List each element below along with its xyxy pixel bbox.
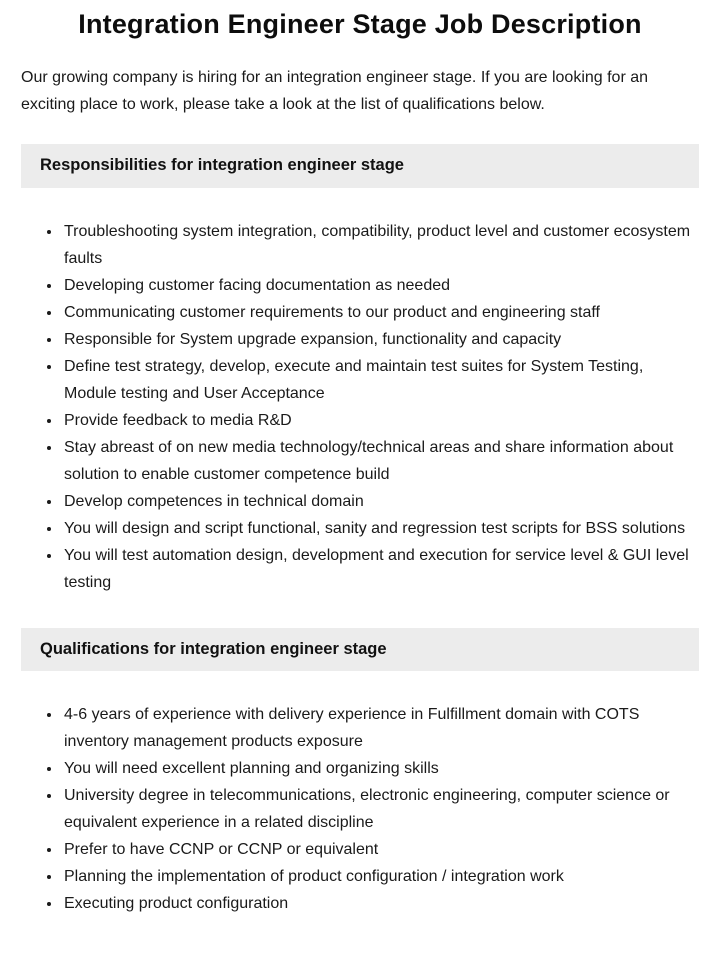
list-item: • You will need excellent planning and organizing skills	[62, 755, 699, 782]
list-item: • You will test automation design, development and execution for service level & GUI level testing	[62, 542, 699, 596]
list-item: • 4-6 years of experience with delivery experience in Fulfillment domain with COTS inventory management products exposure	[62, 701, 699, 755]
list-item: • Developing customer facing documentation as needed	[62, 272, 699, 299]
list-item: • Responsible for System upgrade expansion, functionality and capacity	[62, 326, 699, 353]
list-item: • Define test strategy, develop, execute and maintain test suites for System Testing, Module testing and User Acceptance	[62, 353, 699, 407]
section-header-responsibilities	[21, 144, 699, 188]
list-item: • Prefer to have CCNP or CCNP or equivalent	[62, 836, 699, 863]
intro-paragraph: Our growing company is hiring for an integration engineer stage. If you are looking for an exciting place to work, please take a look at the list of qualifications below.	[21, 68, 649, 113]
list-item: • Executing product configuration	[62, 890, 699, 917]
list-item: • Provide feedback to media R&D	[62, 407, 699, 434]
responsibilities-list	[21, 218, 699, 596]
section-heading: Responsibilities for integration engineer stage	[40, 155, 404, 174]
list-item: • Stay abreast of on new media technology/technical areas and share information about solution to enable customer competence build	[62, 434, 699, 488]
list-item: • Develop competences in technical domain	[62, 488, 699, 515]
list-item: • You will design and script functional, sanity and regression test scripts for BSS solutions	[62, 515, 699, 542]
section-heading: Qualifications for integration engineer stage	[40, 639, 387, 658]
page-title: Integration Engineer Stage Job Description	[78, 9, 642, 39]
section-header-qualifications	[21, 628, 699, 672]
qualifications-list	[21, 701, 699, 917]
list-item: • Communicating customer requirements to our product and engineering staff	[62, 299, 699, 326]
list-item: • Planning the implementation of product configuration / integration work	[62, 863, 699, 890]
list-item: • Troubleshooting system integration, compatibility, product level and customer ecosystem faults	[62, 218, 699, 272]
list-item: • University degree in telecommunications, electronic engineering, computer science or equivalent experience in a related discipline	[62, 782, 699, 836]
